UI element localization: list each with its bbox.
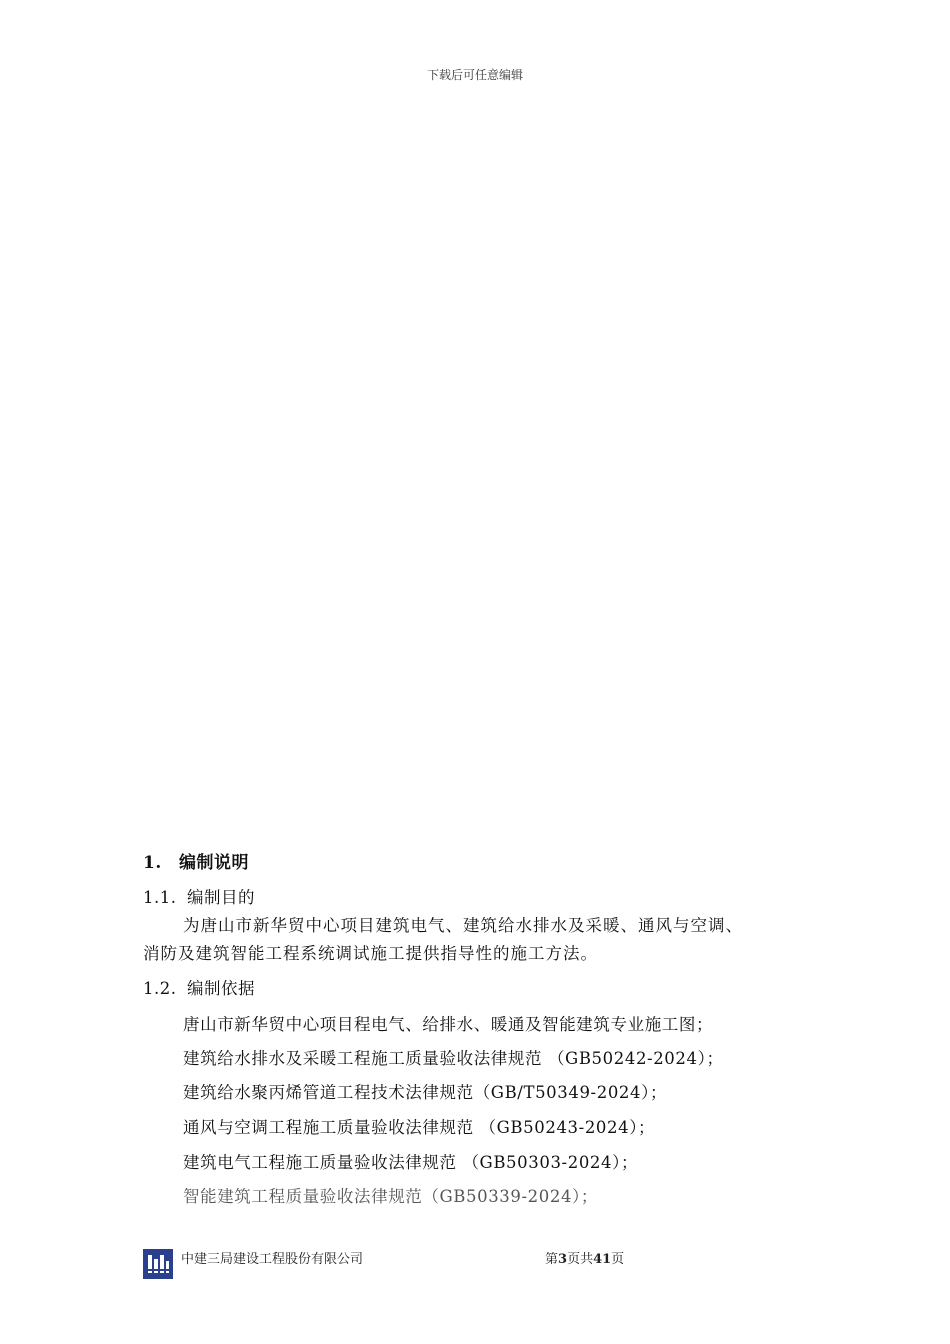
- subsection-heading-purpose: [143, 884, 255, 908]
- subsection-number: 1.1.: [143, 888, 177, 907]
- section-heading: [143, 848, 249, 873]
- paragraph-line: 消防及建筑智能工程系统调试施工提供指导性的施工方法。: [143, 944, 598, 963]
- paragraph-line: 为唐山市新华贸中心项目建筑电气、建筑给水排水及采暖、通风与空调、: [183, 916, 743, 935]
- purpose-paragraph: [143, 912, 813, 968]
- reference-item: 建筑电气工程施工质量验收法律规范 （GB50303-2024）；: [183, 1153, 639, 1172]
- subsection-number: 1.2.: [143, 979, 177, 998]
- page-number: 第3页共41页: [545, 1252, 625, 1267]
- header-note: 下载后可任意编辑: [426, 68, 523, 82]
- total-pages: 41: [593, 1252, 612, 1267]
- section-number: 1.: [143, 853, 162, 873]
- subsection-heading-basis: [143, 975, 255, 999]
- subsection-title: 编制目的: [187, 888, 255, 907]
- reference-item: 智能建筑工程质量验收法律规范（GB50339-2024）；: [183, 1187, 599, 1206]
- section-title: 编制说明: [179, 853, 249, 873]
- company-name: 中建三局建设工程股份有限公司: [181, 1252, 364, 1267]
- reference-item: 建筑给水排水及采暖工程施工质量验收法律规范 （GB50242-2024）；: [183, 1049, 724, 1068]
- company-logo: [143, 1249, 173, 1279]
- current-page: 3: [558, 1252, 568, 1267]
- page-footer: [143, 1246, 663, 1280]
- reference-item: 建筑给水聚丙烯管道工程技术法律规范（GB/T50349-2024）；: [183, 1083, 668, 1102]
- reference-item: 唐山市新华贸中心项目程电气、给排水、暖通及智能建筑专业施工图；: [183, 1015, 714, 1034]
- subsection-title: 编制依据: [187, 979, 255, 998]
- reference-item: 通风与空调工程施工质量验收法律规范 （GB50243-2024）；: [183, 1118, 656, 1137]
